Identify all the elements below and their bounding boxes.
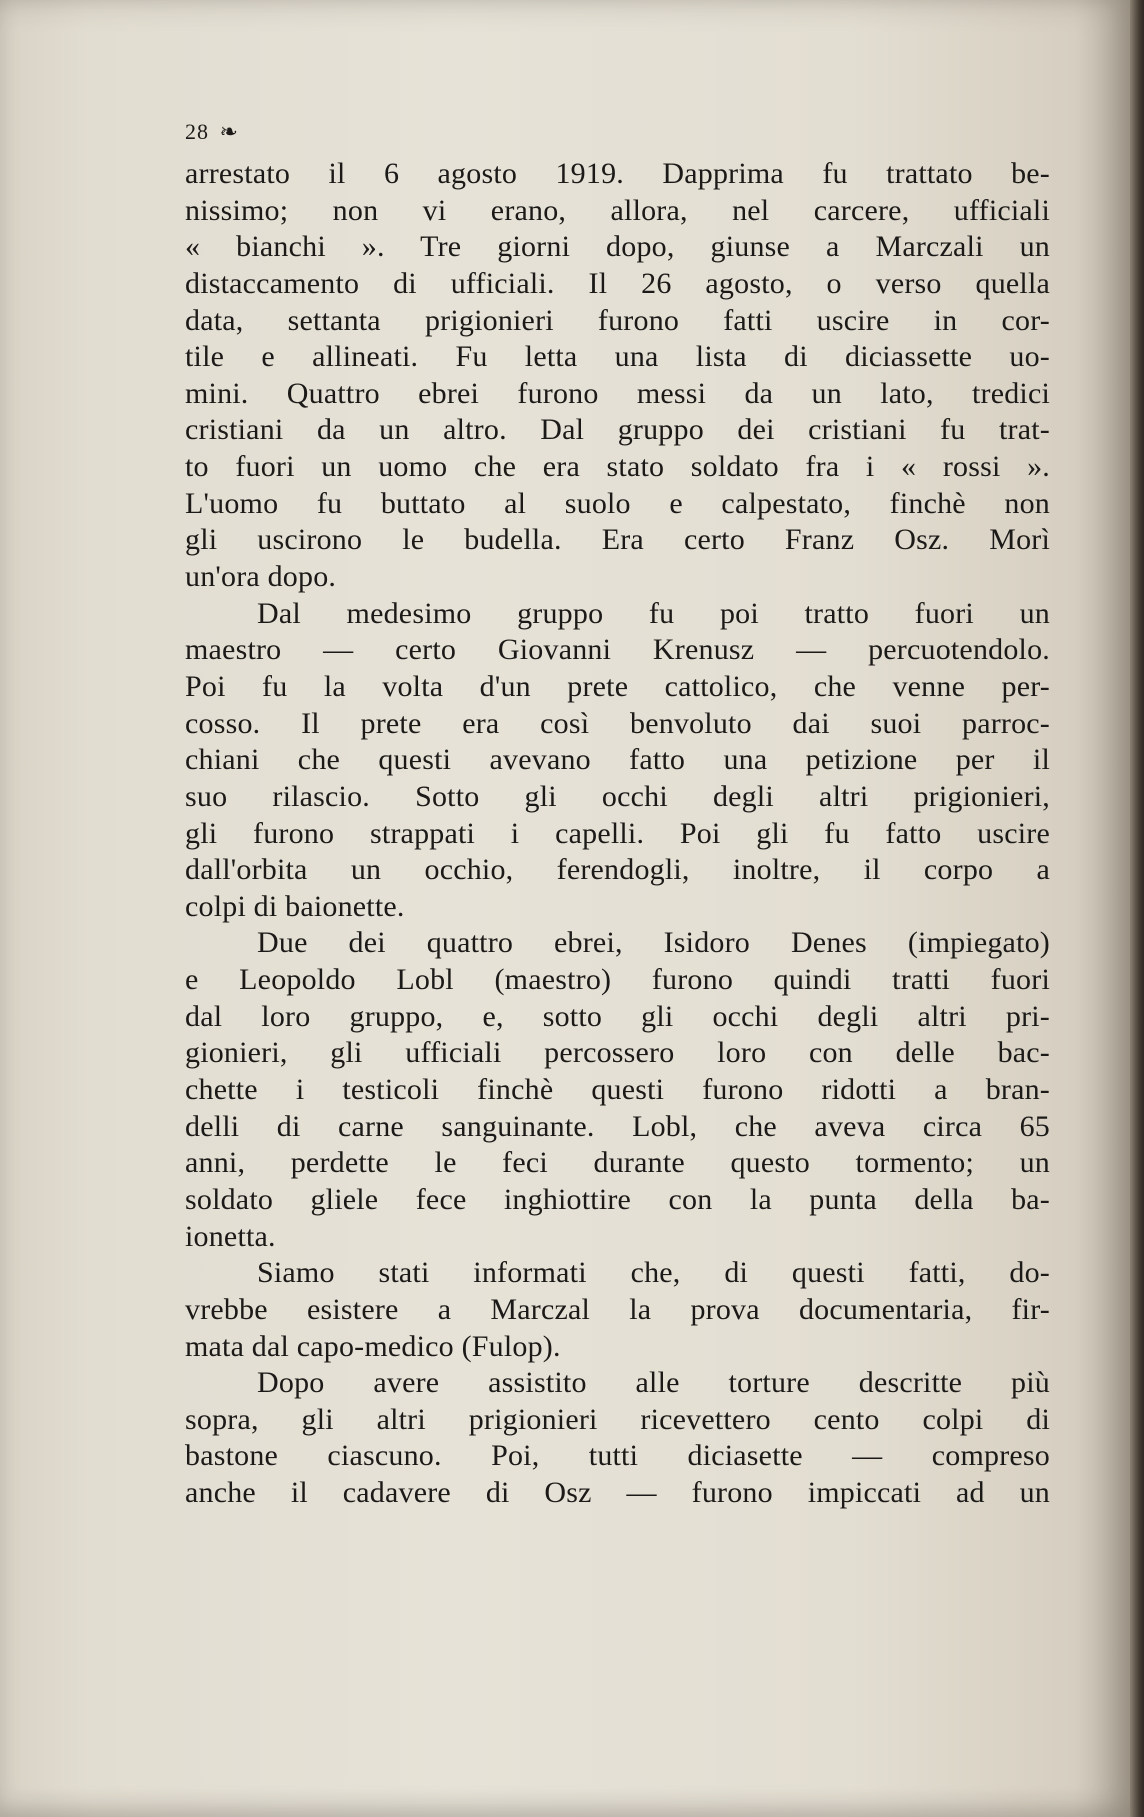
text-line: to fuori un uomo che era stato soldato fra i « rossi ».	[185, 450, 1050, 484]
page-header	[185, 108, 1050, 156]
text-line: mata dal capo-medico (Fulop).	[185, 1329, 561, 1363]
text-line: chette i testicoli finchè questi furono ridotti a bran-	[185, 1073, 1050, 1107]
text-line: data, settanta prigionieri furono fatti uscire in cor-	[185, 303, 1050, 337]
text-line: L'uomo fu buttato al suolo e calpestato, finchè non	[185, 486, 1050, 520]
text-line: ionetta.	[185, 1219, 276, 1253]
text-line: cristiani da un altro. Dal gruppo dei cristiani fu trat-	[185, 413, 1050, 447]
paragraph	[185, 1365, 1050, 1512]
text-line: anni, perdette le feci durante questo tormento; un	[185, 1146, 1050, 1180]
page-number: 28	[185, 119, 209, 144]
body-text	[185, 156, 1050, 1512]
fleuron-ornament-icon: ❧	[219, 119, 239, 144]
text-line: Dal medesimo gruppo fu poi tratto fuori un	[257, 596, 1050, 630]
text-line: mini. Quattro ebrei furono messi da un lato, tredici	[185, 376, 1050, 410]
text-line: Due dei quattro ebrei, Isidoro Denes (impiegato)	[257, 926, 1050, 960]
text-line: sopra, gli altri prigionieri ricevettero cento colpi di	[185, 1402, 1050, 1436]
text-line: bastone ciascuno. Poi, tutti diciasette — compreso	[185, 1439, 1050, 1473]
text-line: Poi fu la volta d'un prete cattolico, che venne per-	[185, 669, 1050, 703]
text-block	[185, 108, 1050, 1512]
text-line: un'ora dopo.	[185, 560, 337, 594]
text-line: « bianchi ». Tre giorni dopo, giunse a Marczali un	[185, 230, 1050, 264]
paragraph	[185, 156, 1050, 596]
paragraph	[185, 1255, 1050, 1365]
text-line: cosso. Il prete era così benvoluto dai suoi parroc-	[185, 706, 1050, 740]
text-line: nissimo; non vi erano, allora, nel carcere, ufficiali	[185, 193, 1050, 227]
text-line: Siamo stati informati che, di questi fatti, do-	[257, 1256, 1050, 1290]
text-line: soldato gliele fece inghiottire con la punta della ba-	[185, 1182, 1050, 1216]
text-line: tile e allineati. Fu letta una lista di diciassette uo-	[185, 340, 1050, 374]
paragraph	[185, 925, 1050, 1255]
text-line: e Leopoldo Lobl (maestro) furono quindi tratti fuori	[185, 963, 1050, 997]
text-line: colpi di baionette.	[185, 889, 405, 923]
text-line: maestro — certo Giovanni Krenusz — percuotendolo.	[185, 633, 1050, 667]
text-line: dall'orbita un occhio, ferendogli, inoltre, il corpo a	[185, 853, 1050, 887]
text-line: gionieri, gli ufficiali percossero loro con delle bac-	[185, 1036, 1050, 1070]
text-line: delli di carne sanguinante. Lobl, che aveva circa 65	[185, 1109, 1050, 1143]
text-line: dal loro gruppo, e, sotto gli occhi degli altri pri-	[185, 999, 1050, 1033]
text-line: arrestato il 6 agosto 1919. Dapprima fu trattato be-	[185, 157, 1050, 190]
text-line: gli furono strappati i capelli. Poi gli fu fatto uscire	[185, 816, 1050, 850]
text-line: Dopo avere assistito alle torture descritte più	[257, 1366, 1050, 1400]
page-edge	[1130, 0, 1144, 1817]
text-line: vrebbe esistere a Marczal la prova documentaria, fir-	[185, 1292, 1050, 1326]
text-line: distaccamento di ufficiali. Il 26 agosto, o verso quella	[185, 266, 1050, 300]
text-line: gli uscirono le budella. Era certo Franz Osz. Morì	[185, 523, 1050, 557]
text-line: chiani che questi avevano fatto una petizione per il	[185, 743, 1050, 777]
text-line: anche il cadavere di Osz — furono impiccati ad un	[185, 1476, 1050, 1510]
paragraph	[185, 596, 1050, 926]
text-line: suo rilascio. Sotto gli occhi degli altri prigionieri,	[185, 779, 1050, 813]
